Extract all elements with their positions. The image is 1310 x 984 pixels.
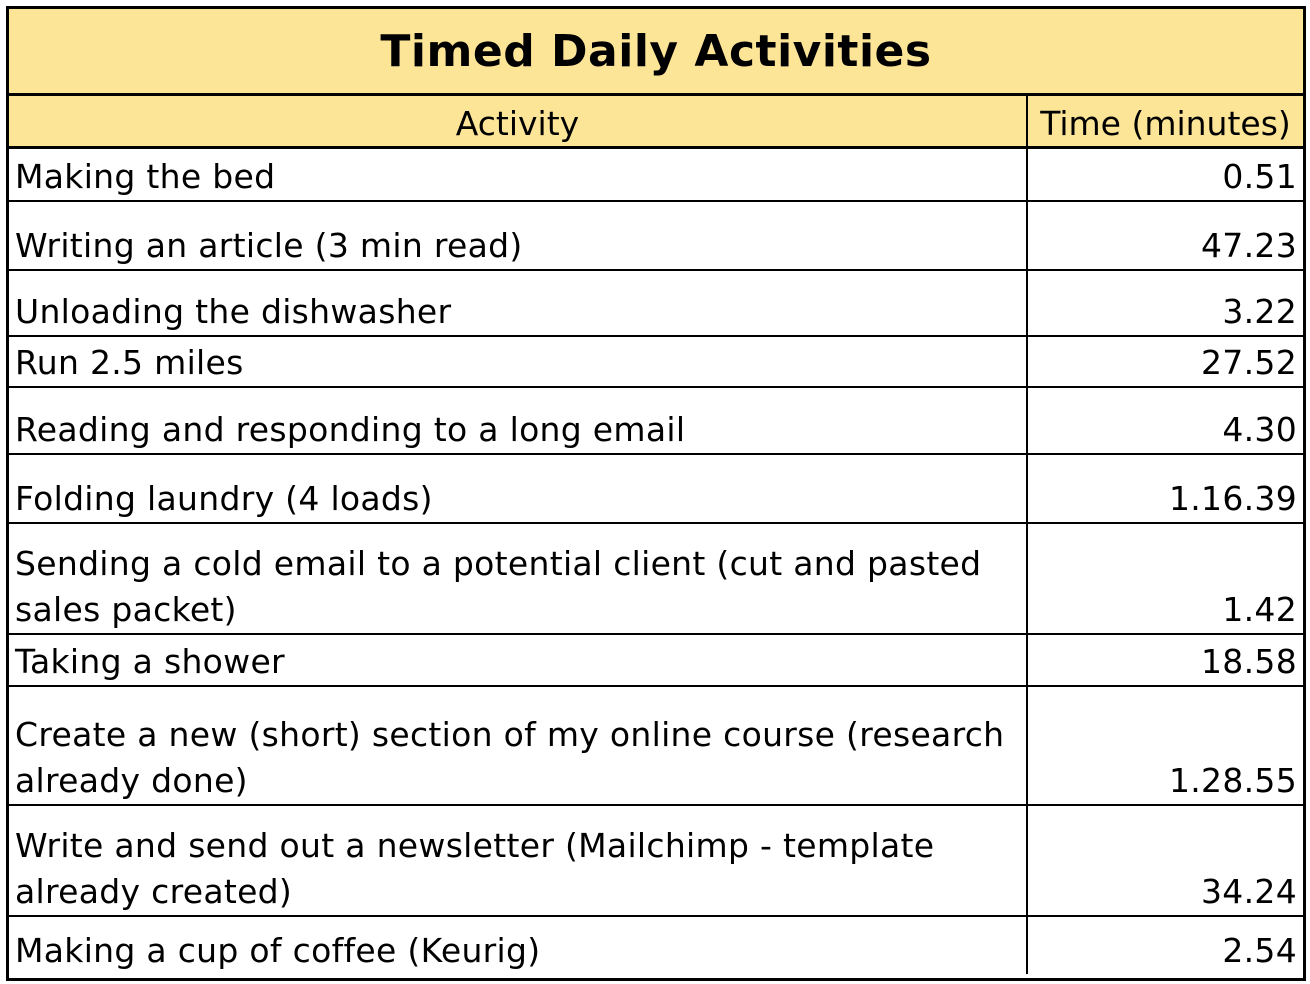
activity-cell: Create a new (short) section of my online course (research already done): [9, 687, 1028, 804]
table-row: [9, 149, 1303, 202]
table-row: [9, 687, 1303, 806]
activity-cell: Writing an article (3 min read): [9, 202, 1028, 269]
time-cell: 4.30: [1222, 410, 1297, 449]
time-cell: 1.28.55: [1168, 761, 1297, 800]
activity-cell: Write and send out a newsletter (Mailchimp - template already created): [9, 806, 1028, 915]
activity-cell: Taking a shower: [9, 635, 1028, 685]
activity-cell: Run 2.5 miles: [9, 337, 1028, 386]
time-cell: 2.54: [1222, 931, 1297, 970]
time-cell: 1.42: [1222, 590, 1297, 629]
table-row: [9, 388, 1303, 455]
table-row: [9, 806, 1303, 917]
table-row: [9, 271, 1303, 337]
activity-cell: Making the bed: [9, 149, 1028, 200]
activity-cell: Sending a cold email to a potential client (cut and pasted sales packet): [9, 524, 1028, 633]
table-title: Timed Daily Activities: [9, 9, 1303, 96]
table-row: [9, 524, 1303, 635]
time-cell: 47.23: [1201, 226, 1297, 265]
table-row: [9, 337, 1303, 388]
activity-cell: Making a cup of coffee (Keurig): [9, 917, 1028, 974]
table-row: [9, 635, 1303, 687]
table-body: [9, 149, 1303, 978]
table-row: [9, 455, 1303, 524]
time-cell: 0.51: [1222, 157, 1297, 196]
activity-cell: Folding laundry (4 loads): [9, 455, 1028, 522]
table-row: [9, 917, 1303, 974]
time-cell: 18.58: [1201, 642, 1297, 681]
time-cell: 34.24: [1201, 872, 1297, 911]
column-header-time: Time (minutes): [1040, 103, 1291, 143]
activities-table: [6, 6, 1306, 981]
table-row: [9, 202, 1303, 271]
table-header: [9, 96, 1303, 149]
activity-cell: Reading and responding to a long email: [9, 388, 1028, 453]
time-cell: 3.22: [1222, 292, 1297, 331]
column-header-activity: Activity: [9, 96, 1028, 146]
time-cell: 27.52: [1201, 343, 1297, 382]
activity-cell: Unloading the dishwasher: [9, 271, 1028, 335]
time-cell: 1.16.39: [1168, 479, 1297, 518]
